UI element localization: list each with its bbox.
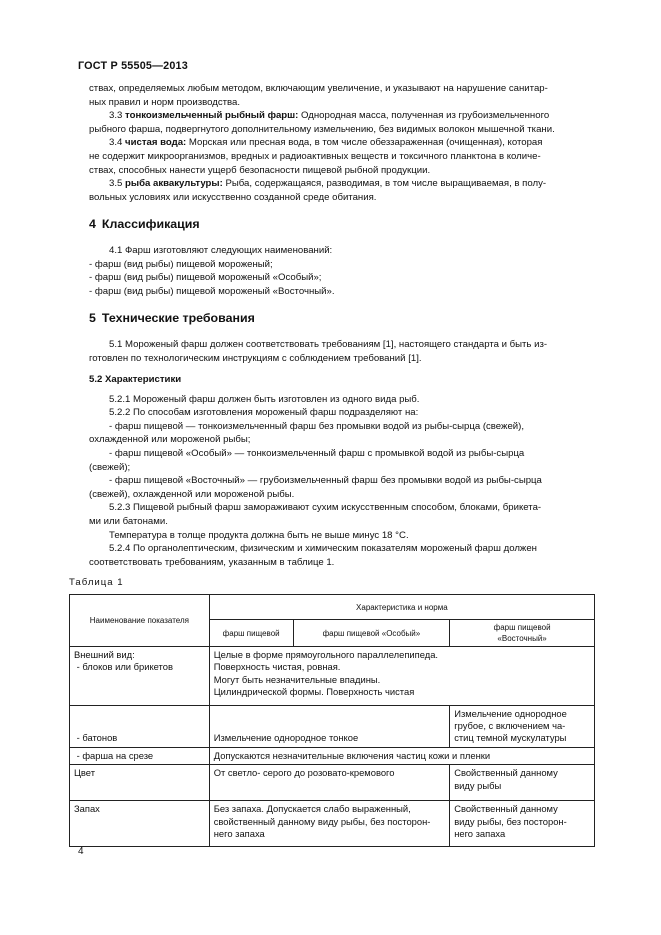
paragraph-5-2-1: 5.2.1 Мороженый фарш должен быть изготовлен из одного вида рыб. (109, 393, 420, 405)
term: рыба аквакультуры: (125, 178, 223, 190)
table-header-row (70, 595, 595, 620)
definition-line: вольных условиях или искусственно созданной среде обитания. (89, 191, 377, 203)
paragraph-line: ми или батонами. (89, 516, 168, 528)
header-indicator: Наименование показателя (70, 595, 210, 647)
header-col-3: фарш пищевой «Восточный» (450, 620, 595, 647)
row-value-col-3: Свойственный данному виду рыбы (450, 765, 595, 801)
row-value: Измельчение однородное тонкое (209, 705, 449, 747)
document-header: ГОСТ Р 55505—2013 (78, 60, 188, 72)
definition-line: рыбного фарша, подвергнутого дополнительному измельчению, без видимых волокон мышечной ткани. (89, 123, 555, 135)
definition-3-5: 3.5 рыба аквакультуры: Рыба, содержащаяся, разводимая, в том числе выращиваемая, в полу- (109, 178, 547, 190)
section-4-heading: 4 Классификация (89, 217, 200, 232)
row-value-col-3: Свойственный данному виду рыбы, без посторон- него запаха (450, 801, 595, 847)
paragraph-5-1: 5.1 Мороженый фарш должен соответствовать требованиям [1], настоящего стандарта и быть из- (109, 338, 548, 350)
term: тонкоизмельченный рыбный фарш: (125, 110, 299, 122)
paragraph-line: готовлен по технологическим инструкциям с соблюдением требований [1]. (89, 352, 422, 364)
table-row (70, 765, 595, 801)
definition-line: не содержит микроорганизмов, вредных и радиоактивных веществ и токсичного планктона в количе- (89, 150, 541, 162)
definition-3-4: 3.4 чистая вода: Морская или пресная вода, в том числе обеззараженная (очищенная), которая (109, 137, 543, 149)
row-value: Допускаются незначительные включения частиц кожи и пленки (209, 747, 594, 764)
row-label: - батонов (70, 705, 210, 747)
row-value: От светло- серого до розовато-кремового (209, 765, 449, 801)
list-item-cont: охлажденной или мороженой рыбы; (89, 434, 251, 446)
row-label: Цвет (70, 765, 210, 801)
definition-3-3: 3.3 тонкоизмельченный рыбный фарш: Однородная масса, полученная из грубоизмельченного (109, 110, 550, 122)
list-item: - фарш (вид рыбы) пищевой мороженый «Особый»; (89, 272, 322, 284)
paragraph-4-1: 4.1 Фарш изготовляют следующих наименований: (109, 244, 333, 256)
page-number: 4 (78, 846, 84, 857)
subsection-5-2-heading: 5.2 Характеристики (89, 374, 182, 386)
row-label: Запах (70, 801, 210, 847)
requirements-table (69, 594, 595, 847)
list-item-cont: (свежей), охлажденной или мороженой рыбы. (89, 488, 295, 500)
paragraph-5-2-3: 5.2.3 Пищевой рыбный фарш замораживают сухим искусственным способом, блоками, брикета- (109, 502, 542, 514)
list-item: - фарш (вид рыбы) пищевой мороженый; (89, 258, 273, 270)
list-item: - фарш пищевой «Особый» — тонкоизмельченный фарш с промывкой водой из рыбы-сырца (109, 448, 525, 460)
term: чистая вода: (125, 137, 187, 149)
continuation-line: ных правил и норм производства. (89, 96, 241, 108)
row-label: Внешний вид: - блоков или брикетов (70, 647, 210, 706)
row-value: Без запаха. Допускается слабо выраженный, свойственный данному виду рыбы, без посторон- него запаха (209, 801, 449, 847)
list-item: - фарш (вид рыбы) пищевой мороженый «Восточный». (89, 285, 335, 297)
row-value: Целые в форме прямоугольного параллелепипеда. Поверхность чистая, ровная. Могут быть незначительные впадины. Цилиндрической формы. Поверхность чистая (209, 647, 594, 706)
table-row (70, 705, 595, 747)
paragraph-line: соответствовать требованиям, указанным в таблице 1. (89, 556, 335, 568)
table-row (70, 747, 595, 764)
page-content (69, 82, 610, 847)
paragraph-5-2-4: 5.2.4 По органолептическим, физическим и химическим показателям мороженый фарш должен (109, 543, 537, 555)
row-value-col-3: Измельчение однородное грубое, с включением ча- стиц темной мускулатуры (450, 705, 595, 747)
temperature-note: Температура в толще продукта должна быть не выше минус 18 °С. (109, 529, 409, 541)
continuation-line: ствах, определяемых любым методом, включающим увеличение, и указывают на нарушение санитар- (89, 83, 548, 94)
definition-line: ствах, способных нанести ущерб безопасности пищевой рыбной продукции. (89, 164, 431, 176)
list-item: - фарш пищевой «Восточный» — грубоизмельченный фарш без промывки водой из рыбы-сырца (109, 475, 542, 487)
header-col-2: фарш пищевой «Особый» (293, 620, 450, 647)
list-item-cont: (свежей); (89, 461, 131, 473)
section-5-heading: 5 Технические требования (89, 311, 255, 326)
table-row (70, 647, 595, 706)
header-col-1: фарш пищевой (209, 620, 293, 647)
header-group: Характеристика и норма (209, 595, 594, 620)
row-label: - фарша на срезе (70, 747, 210, 764)
list-item: - фарш пищевой — тонкоизмельченный фарш без промывки водой из рыбы-сырца (свежей), (109, 420, 524, 432)
table-caption: Таблица 1 (69, 577, 124, 589)
paragraph-5-2-2: 5.2.2 По способам изготовления мороженый фарш подразделяют на: (109, 407, 419, 419)
table-row (70, 801, 595, 847)
